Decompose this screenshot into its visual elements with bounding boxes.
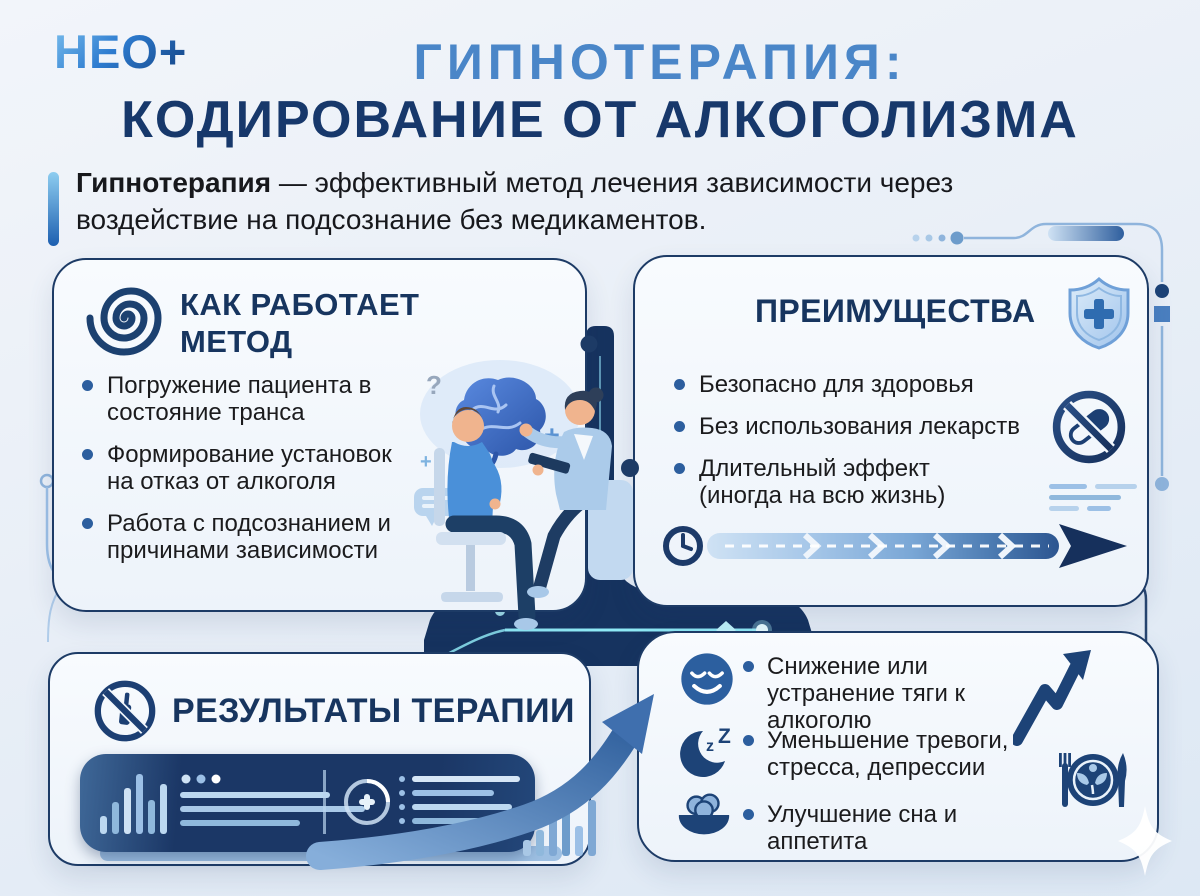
bullet-dot <box>674 421 685 432</box>
circuit-node-navy <box>1155 284 1169 298</box>
outcome-row-1 <box>743 653 1055 734</box>
bullet-dot <box>674 379 685 390</box>
circuit-dot-large <box>951 232 964 245</box>
bar-chart-icon <box>100 774 167 834</box>
no-pills-icon <box>1049 387 1129 467</box>
bullet-dot <box>82 449 93 460</box>
list-item <box>82 441 422 495</box>
moon-sleep-icon <box>673 721 737 785</box>
method-card-title: КАК РАБОТАЕТ МЕТОД <box>180 287 420 359</box>
list-item <box>674 413 1024 440</box>
circuit-dot-end <box>1155 477 1169 491</box>
sleep-z-small-glyph: z <box>706 738 714 755</box>
medical-plus-circle-icon <box>346 781 388 823</box>
shield-medical-icon <box>1064 275 1134 351</box>
circuit-dot <box>926 235 933 242</box>
results-card-title: РЕЗУЛЬТАТЫ ТЕРАПИИ <box>172 692 575 730</box>
benefits-bullet-list <box>674 371 1024 524</box>
dashboard-graphics <box>80 754 535 852</box>
card-outcomes <box>637 631 1159 862</box>
benefits-bullet-3-line2: (иногда на всю жизнь) <box>699 482 946 509</box>
bullet-dot <box>82 518 93 529</box>
list-item <box>674 455 1024 509</box>
card-therapy-results <box>48 652 591 866</box>
benefits-bullet-3-line1: Длительный эффект <box>699 455 930 482</box>
sleep-z-large-glyph: Z <box>718 725 731 748</box>
results-dashboard-panel <box>80 754 535 852</box>
outcome-text-3: Улучшение сна и аппетита <box>767 801 958 855</box>
outcome-row-3 <box>743 801 1055 855</box>
no-alcohol-icon <box>92 678 158 744</box>
benefits-card-title: ПРЕИМУЩЕСТВА <box>755 293 1036 329</box>
circuit-dot <box>939 235 946 242</box>
intro-rest-text: — эффективный метод лечения зависимости через воздействие на подсознание без медикаментов. <box>76 167 954 235</box>
question-mark-glyph: ? <box>426 370 442 400</box>
outcome-row-2 <box>743 727 1055 781</box>
healthy-food-bowl-icon <box>675 791 733 839</box>
bullet-dot <box>743 661 754 672</box>
hypnosis-spiral-icon <box>80 274 168 362</box>
page-title-line2: КОДИРОВАНИЕ ОТ АЛКОГОЛИЗМА <box>121 91 1079 149</box>
circuit-capsule <box>1048 226 1124 241</box>
checklist-lines <box>399 776 520 838</box>
intro-lead-word: Гипнотерапия <box>76 167 272 198</box>
plus-glyph-large: + <box>544 420 560 450</box>
plus-glyph-small: + <box>420 451 432 473</box>
circuit-square-node <box>1154 306 1170 322</box>
therapy-session-illustration <box>398 352 633 652</box>
clock-icon <box>666 529 700 563</box>
benefits-bullet-2: Без использования лекарств <box>699 413 1021 440</box>
decorative-text-lines <box>1049 484 1143 518</box>
list-item <box>674 371 1024 398</box>
method-bullet-3: Работа с подсознанием и причинами зависимости <box>107 510 391 564</box>
circuit-dot <box>913 235 920 242</box>
healthy-meal-icon <box>1051 751 1135 809</box>
outcome-text-1: Снижение или устранение тяги к алкоголю <box>767 653 966 734</box>
method-bullet-1: Погружение пациента в состояние транса <box>107 372 372 426</box>
brand-logo: НЕО+ <box>54 25 188 78</box>
timeline-arrow <box>657 520 1137 572</box>
list-item <box>82 372 422 426</box>
bullet-dot <box>82 380 93 391</box>
calm-face-icon <box>679 651 735 707</box>
list-item <box>82 510 422 564</box>
bullet-dot <box>674 463 685 474</box>
growth-arrow-icon <box>1013 650 1093 746</box>
bullet-dot <box>743 809 754 820</box>
method-bullet-2: Формирование установок на отказ от алкоголя <box>107 441 392 495</box>
bullet-dot <box>743 735 754 746</box>
method-bullet-list <box>82 372 422 579</box>
page-title-line1: ГИПНОТЕРАПИЯ: <box>413 34 907 90</box>
outcome-text-2: Уменьшение тревоги, стресса, депрессии <box>767 727 1009 781</box>
card-benefits <box>633 255 1149 607</box>
benefits-bullet-1: Безопасно для здоровья <box>699 371 974 398</box>
